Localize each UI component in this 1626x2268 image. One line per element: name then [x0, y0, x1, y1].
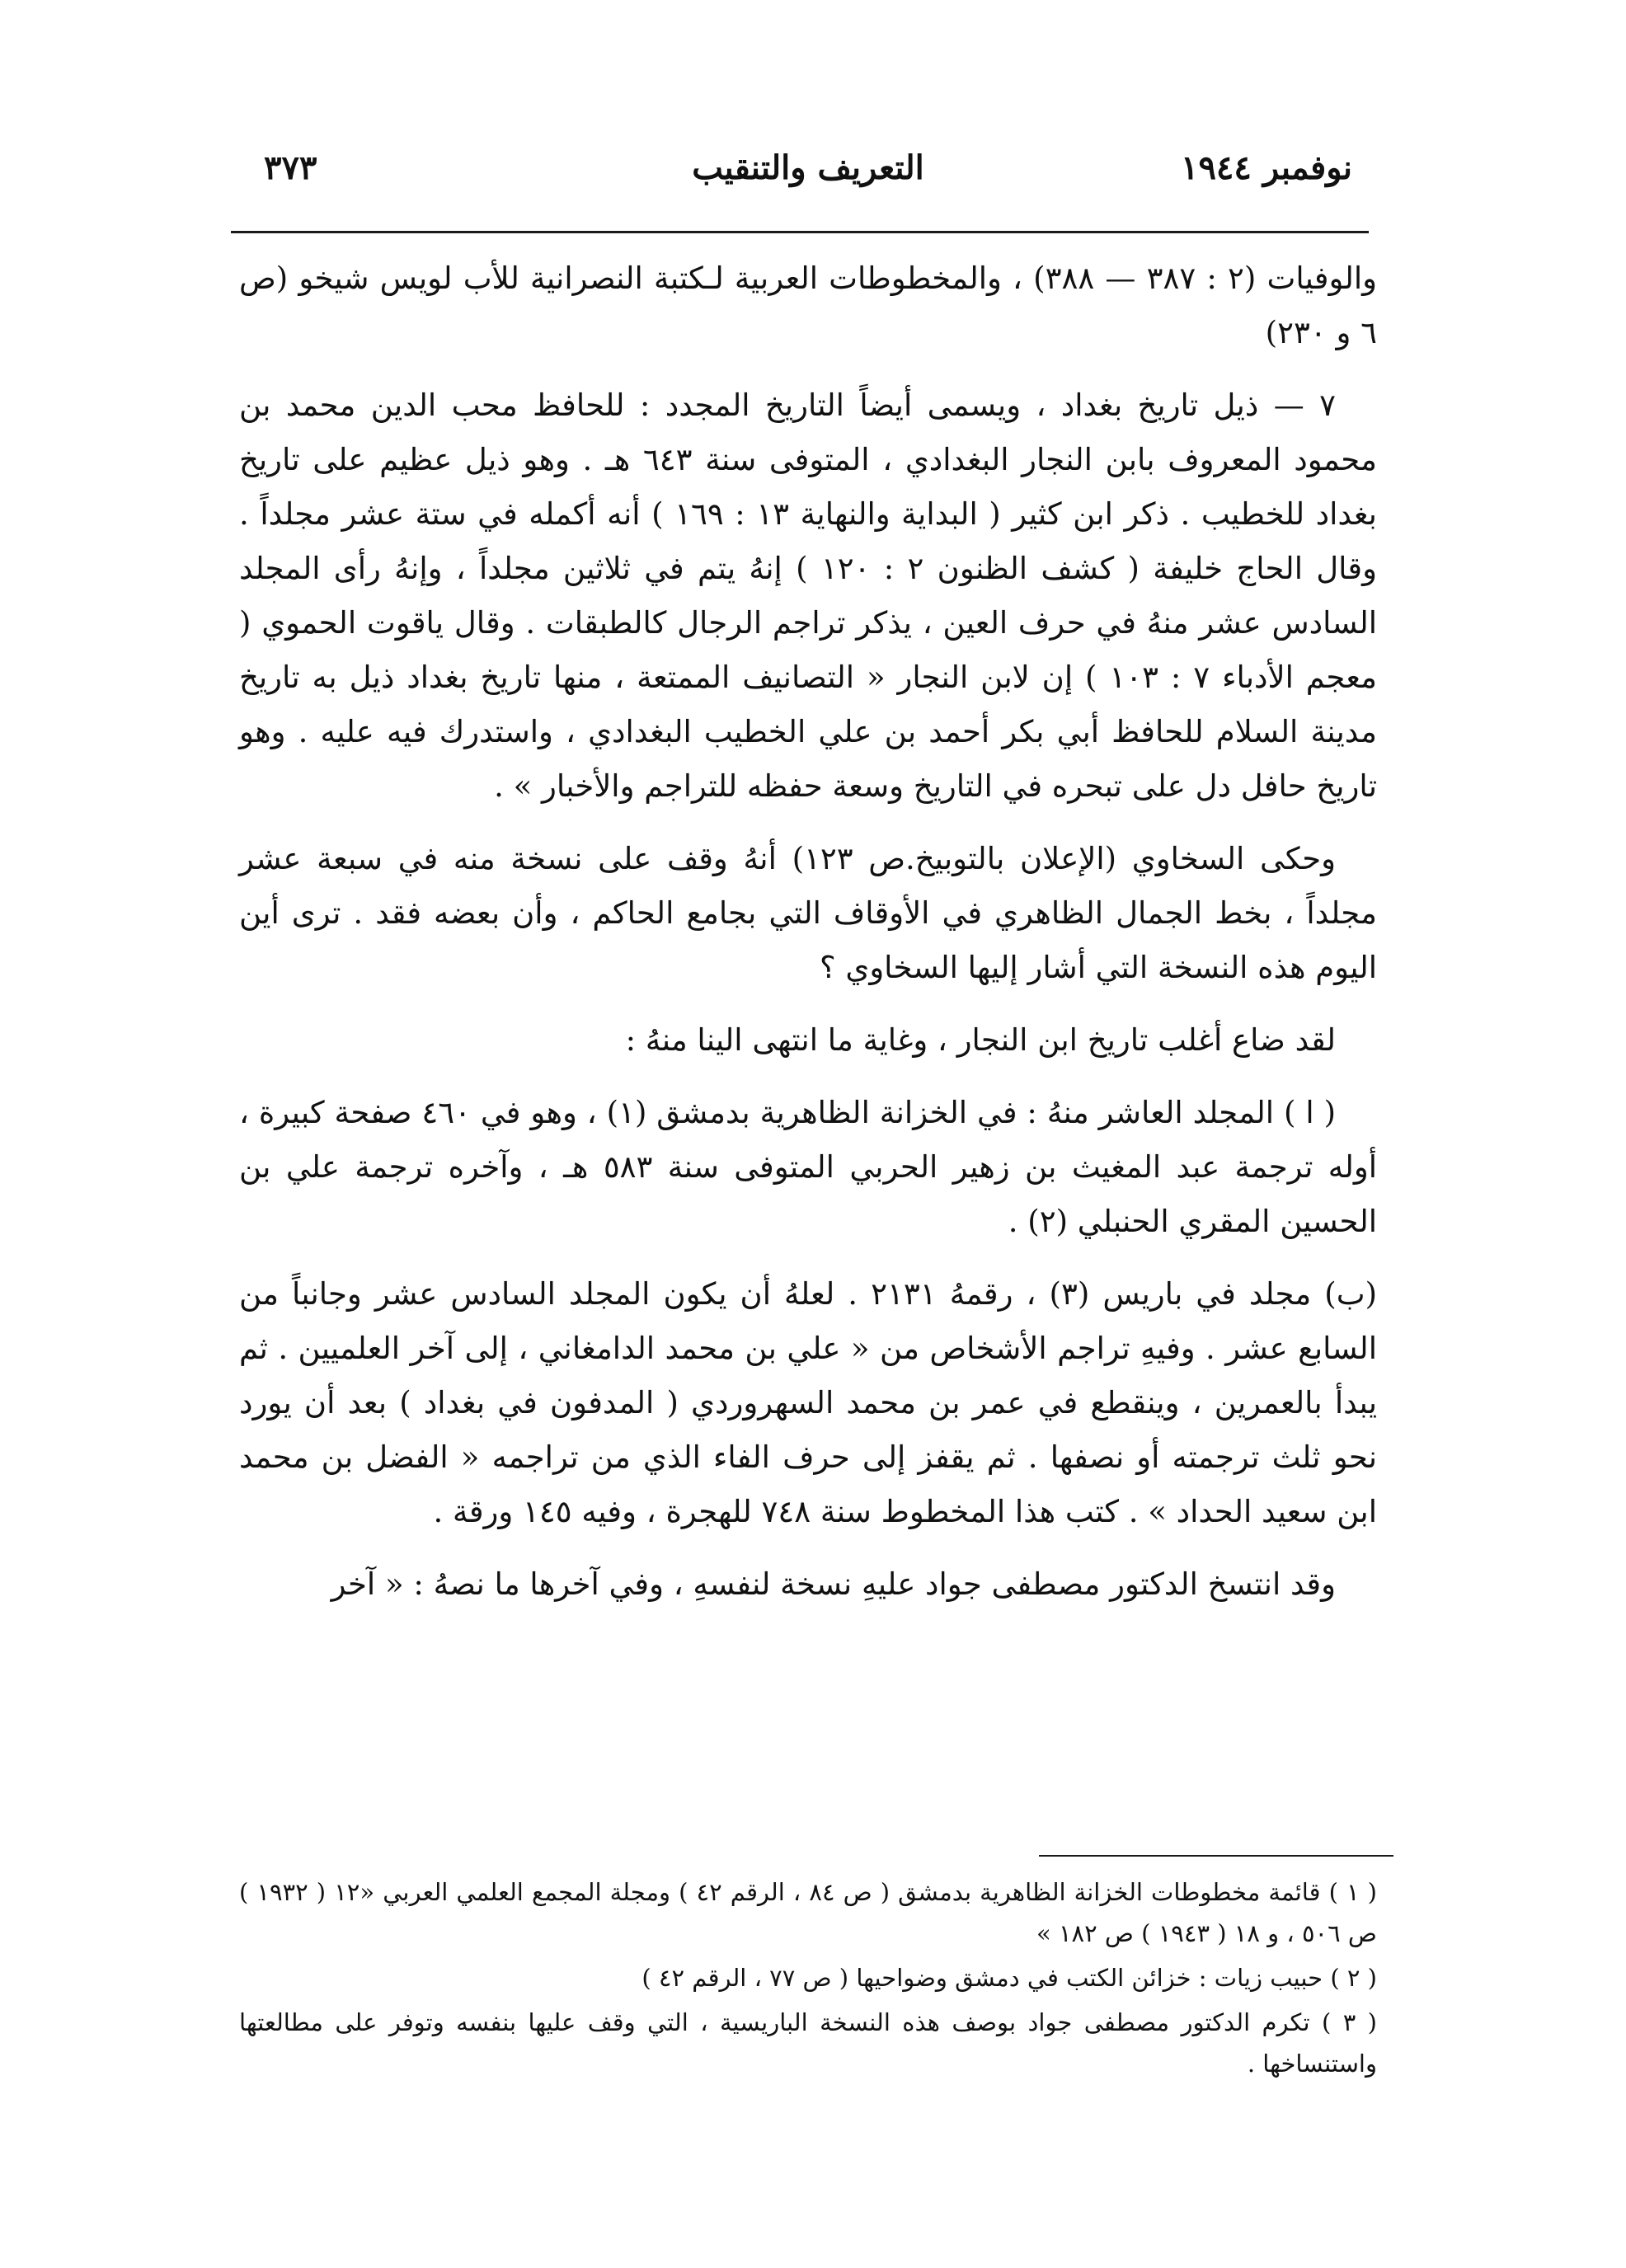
page-number: ٣٧٣ — [264, 148, 317, 187]
body-text — [239, 251, 1377, 1630]
paragraph: وحكى السخاوي (الإعلان بالتوبيخ.ص ١٢٣) أنهُ وقف على نسخة منه في سبعة عشر مجلداً ، بخط الجمال الظاهري في الأوقاف التي بجامع الحاكم ، وأن بعضه فقد . ترى أين اليوم هذه النسخة التي أشار إليها السخاوي ؟ — [239, 841, 1377, 985]
header-rule — [231, 231, 1369, 233]
paragraph: ( ا ) المجلد العاشر منهُ : في الخزانة الظاهرية بدمشق (١) ، وهو في ٤٦٠ صفحة كبيرة ، أوله ترجمة عبد المغيث بن زهير الحربي المتوفى سنة ٥٨٣ هـ ، وآخره ترجمة علي بن الحسين المقري الحنبلي (٢) . — [239, 1095, 1377, 1239]
paragraph: والوفيات (٢ : ٣٨٧ — ٣٨٨) ، والمخطوطات العربية لـكتبة النصرانية للأب لويس شيخو (ص ٦ و ٢٣٠) — [239, 261, 1377, 350]
paragraph: ٧ — ذيل تاريخ بغداد ، ويسمى أيضاً التاريخ المجدد : للحافظ محب الدين محمد بن محمود المعروف بابن النجار البغدادي ، المتوفى سنة ٦٤٣ هـ . وهو ذيل عظيم على تاريخ بغداد للخطيب . ذكر ابن كثير ( البداية والنهاية ١٣ : ١٦٩ ) أنه أكمله في ستة عشر مجلداً . وقال الحاج خليفة ( كشف الظنون ٢ : ١٢٠ ) إنهُ يتم في ثلاثين مجلداً ، وإنهُ رأى المجلد السادس عشر منهُ في حرف العين ، يذكر تراجم الرجال كالطبقات . وقال ياقوت الحموي ( معجم الأدباء ٧ : ١٠٣ ) إن لابن النجار « التصانيف الممتعة ، منها تاريخ بغداد ذيل به تاريخ مدينة السلام للحافظ أبي بكر أحمد بن علي الخطيب البغدادي ، واستدرك فيه عليه . وهو تاريخ حافل دل على تبحره في التاريخ وسعة حفظه للتراجم والأخبار » . — [239, 387, 1377, 804]
header-title: التعريف والتنقيب — [692, 148, 924, 187]
footnote: ( ٢ ) حبيب زيات : خزائن الكتب في دمشق وضواحيها ( ص ٧٧ ، الرقم ٤٢ ) — [641, 1964, 1377, 1992]
paragraph: (ب) مجلد في باريس (٣) ، رقمهُ ٢١٣١ . لعلهُ أن يكون المجلد السادس عشر وجانباً من السابع عشر . وفيهِ تراجم الأشخاص من « علي بن محمد الدامغاني ، إلى آخر العلميين . ثم يبدأ بالعمرين ، وينقطع في عمر بن محمد السهروردي ( المدفون في بغداد ) بعد أن يورد نحو ثلث ترجمته أو نصفها . ثم يقفز إلى حرف الفاء الذي من تراجمه « الفضل بن محمد ابن سعيد الحداد » . كتب هذا المخطوط سنة ٧٤٨ للهجرة ، وفيه ١٤٥ ورقة . — [239, 1276, 1378, 1529]
running-header — [264, 148, 1352, 206]
footnote-rule — [1039, 1855, 1393, 1857]
footnotes — [239, 1871, 1377, 2087]
paragraph: لقد ضاع أغلب تاريخ ابن النجار ، وغاية ما انتهى الينا منهُ : — [625, 1022, 1336, 1058]
footnote: ( ٣ ) تكرم الدكتور مصطفى جواد بوصف هذه النسخة الباريسية ، التي وقف عليها بنفسه وتوفر على مطالعتها واستنساخها . — [239, 2008, 1377, 2078]
paragraph: وقد انتسخ الدكتور مصطفى جواد عليهِ نسخة لنفسهِ ، وفي آخرها ما نصهُ : « آخر — [331, 1566, 1336, 1602]
header-date: نوفمبر ١٩٤٤ — [1180, 148, 1352, 187]
footnote: ( ١ ) قائمة مخطوطات الخزانة الظاهرية بدمشق ( ص ٨٤ ، الرقم ٤٢ ) ومجلة المجمع العلمي العربي «١٢ ( ١٩٣٢ ) ص ٥٠٦ ، و ١٨ ( ١٩٤٣ ) ص ١٨٢ » — [239, 1878, 1377, 1947]
